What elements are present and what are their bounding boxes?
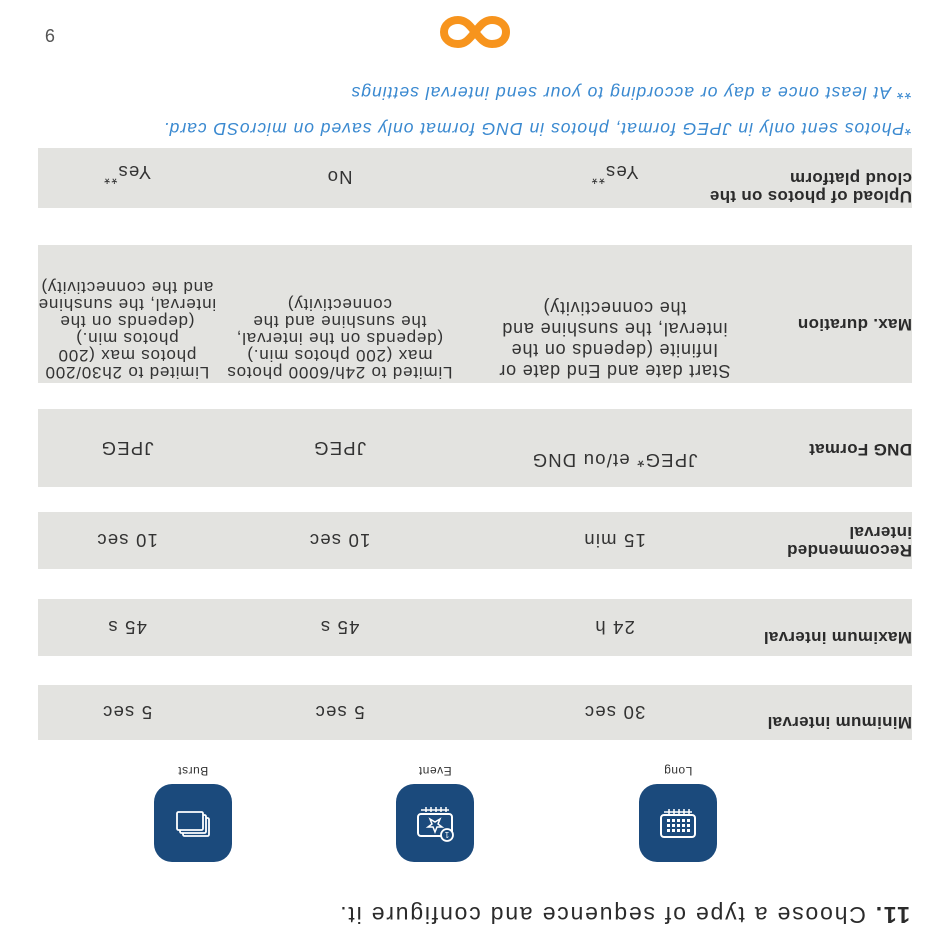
event-trigger-icon xyxy=(414,804,456,842)
section-heading xyxy=(338,901,910,928)
event-value: 10 sec xyxy=(308,530,371,551)
mode-event[interactable] xyxy=(395,764,475,862)
page-number: 9 xyxy=(44,25,55,45)
row-header: Upload of photos on the cloud platform xyxy=(709,169,912,206)
burst-value: 10 sec xyxy=(96,530,158,551)
table-row-dng-format xyxy=(38,409,912,487)
burst-value: Limited to 2h30/200 photos max (200 photos min.) (depends on the interval, the sunshine and the connectivity) xyxy=(37,278,217,382)
row-header: DNG Format xyxy=(808,440,912,459)
table-row-cloud-upload xyxy=(38,148,912,208)
sequence-type-selector xyxy=(0,764,950,862)
burst-mode-tile[interactable] xyxy=(154,784,232,862)
burst-mode-label: Burst xyxy=(177,764,209,778)
step-text: Choose a type of sequence and configure it. xyxy=(338,902,866,928)
long-mode-tile[interactable] xyxy=(639,784,717,862)
row-header: Recommended interval xyxy=(786,523,912,560)
event-value: JPEG xyxy=(312,438,367,459)
long-value: 24 h xyxy=(594,617,635,638)
event-mode-tile[interactable] xyxy=(396,784,474,862)
stacked-frames-icon xyxy=(173,806,213,840)
burst-value: 45 s xyxy=(107,617,147,638)
table-row-recommended-interval xyxy=(38,512,912,569)
event-value: 5 sec xyxy=(314,702,365,723)
row-header: Minimum interval xyxy=(767,713,912,732)
timelapse-grid-icon xyxy=(658,806,698,840)
long-value: JPEG* et/ou DNG xyxy=(531,450,698,471)
footnote-upload: ** At least once a day or according to your send interval settings xyxy=(350,83,912,103)
event-value: Limited to 24h/6000 photos max (200 photos min.) (depends on the interval, the sunshine and the connectivity) xyxy=(226,295,453,382)
footnote-dng: *Photos sent only in JPEG format, photos in DNG format only saved on microSD card. xyxy=(162,119,912,139)
event-value: No xyxy=(326,167,353,188)
table-row-minimum-interval xyxy=(38,685,912,740)
mode-burst[interactable] xyxy=(153,764,233,862)
long-mode-label: Long xyxy=(663,764,693,778)
long-value: 30 sec xyxy=(583,702,646,723)
row-header: Maximum interval xyxy=(763,628,912,647)
svg-text:1: 1 xyxy=(444,830,450,839)
mode-long[interactable] xyxy=(638,764,718,862)
row-header: Max. duration xyxy=(797,315,912,334)
burst-value: 5 sec xyxy=(101,702,153,723)
table-row-maximum-interval xyxy=(38,599,912,656)
table-row-max-duration xyxy=(38,245,912,383)
brand-logo-icon xyxy=(440,12,510,52)
burst-value: JPEG xyxy=(100,438,154,459)
event-mode-label: Event xyxy=(418,764,452,778)
long-value: 15 min xyxy=(583,530,646,551)
long-value: Start date and End date or Infinite (depends on the interval, the sunshine and the connectivity) xyxy=(498,298,731,381)
step-number: 11. xyxy=(873,902,910,928)
burst-value: Yes** xyxy=(102,161,152,186)
event-value: 45 s xyxy=(319,617,360,638)
long-value: Yes** xyxy=(590,161,639,186)
